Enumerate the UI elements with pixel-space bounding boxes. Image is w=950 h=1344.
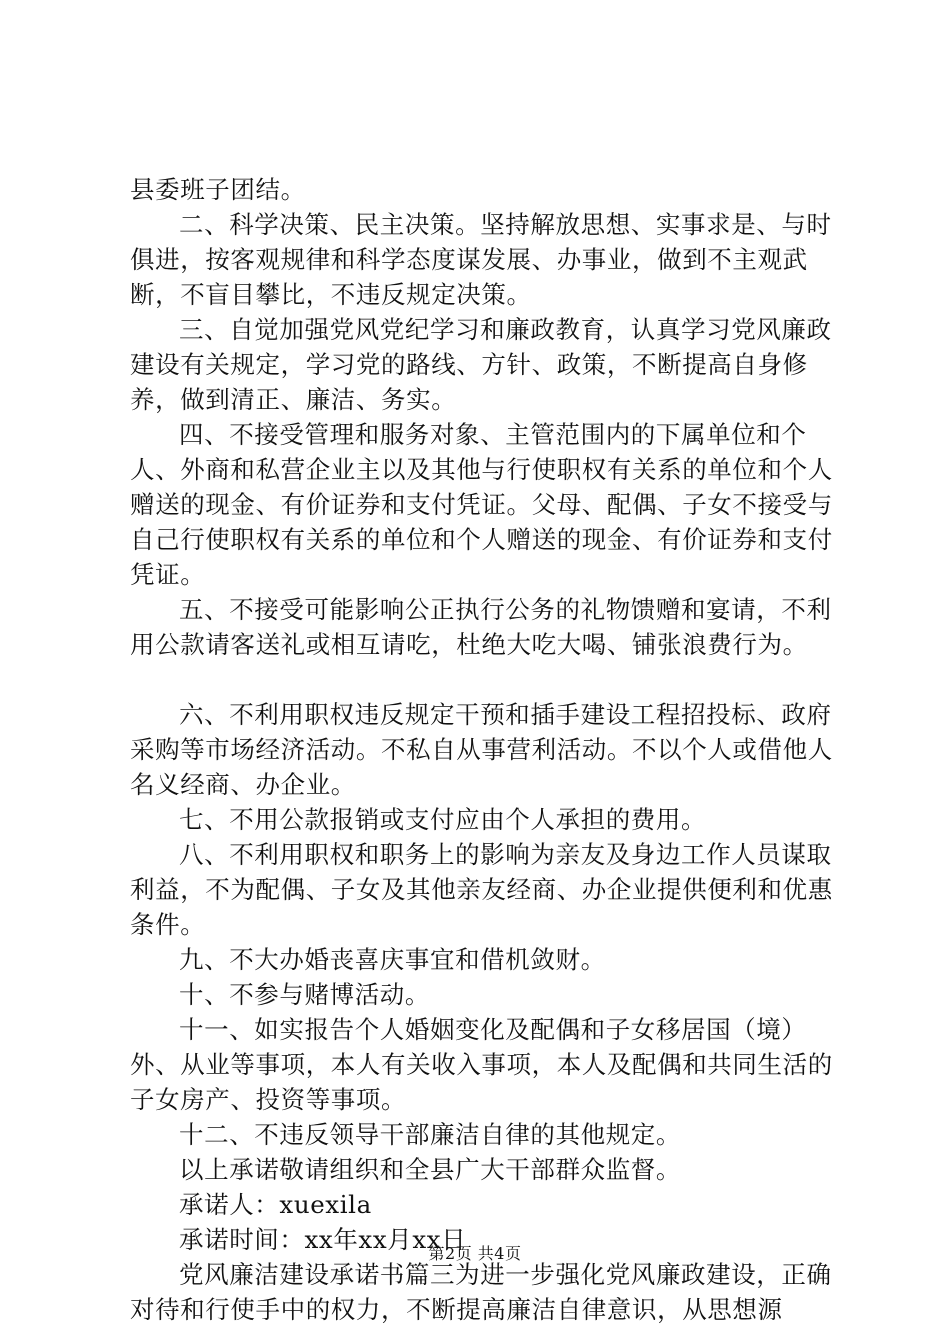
paragraph-item-10: 十、不参与赌博活动。 <box>179 980 430 1009</box>
paragraph-item-5: 五、不接受可能影响公正执行公务的礼物馈赠和宴请，不利用公款请客送礼或相互请吃，杜绝大吃大喝、铺张浪费行为。 <box>130 595 832 659</box>
paragraph-next-section: 党风廉洁建设承诺书篇三为进一步强化党风廉政建设，正确对待和行使手中的权力，不断提高廉洁自律意识，从思想源 <box>130 1260 832 1324</box>
page-footer: 第2页 共4页 <box>428 1244 522 1263</box>
paragraph-item-2: 二、科学决策、民主决策。坚持解放思想、实事求是、与时俱进，按客观规律和科学态度谋发展、办事业，做到不主观武断，不盲目攀比，不违反规定决策。 <box>130 210 832 309</box>
paragraph-item-8: 八、不利用职权和职务上的影响为亲友及身边工作人员谋取利益，不为配偶、子女及其他亲友经商、办企业提供便利和优惠条件。 <box>130 840 833 939</box>
paragraph-date: 承诺时间：xx年xx月xx日 <box>179 1225 467 1254</box>
paragraph-item-12: 十二、不违反领导干部廉洁自律的其他规定。 <box>179 1120 681 1149</box>
paragraph-item-9: 九、不大办婚丧喜庆事宜和借机敛财。 <box>179 945 606 974</box>
document-body <box>130 172 850 1327</box>
paragraph-item-3: 三、自觉加强党风党纪学习和廉政教育，认真学习党风廉政建设有关规定，学习党的路线、方针、政策，不断提高自身修养，做到清正、廉洁、务实。 <box>130 315 832 414</box>
paragraph-signatory: 承诺人：xuexila <box>179 1190 372 1219</box>
paragraph-supervision: 以上承诺敬请组织和全县广大干部群众监督。 <box>179 1155 681 1184</box>
paragraph-item-4: 四、不接受管理和服务对象、主管范围内的下属单位和个人、外商和私营企业主以及其他与行使职权有关系的单位和个人赠送的现金、有价证券和支付凭证。父母、配偶、子女不接受与自己行使职权有关系的单位和个人赠送的现金、有价证券和支付凭证。 <box>130 420 833 589</box>
paragraph-item-11: 十一、如实报告个人婚姻变化及配偶和子女移居国（境）外、从业等事项，本人有关收入事项，本人及配偶和共同生活的子女房产、投资等事项。 <box>130 1015 833 1114</box>
paragraph-continuation: 县委班子团结。 <box>130 175 306 204</box>
paragraph-item-7: 七、不用公款报销或支付应由个人承担的费用。 <box>179 805 707 834</box>
paragraph-item-6: 六、不利用职权违反规定干预和插手建设工程招投标、政府采购等市场经济活动。不私自从事营利活动。不以个人或借他人名义经商、办企业。 <box>130 700 833 799</box>
